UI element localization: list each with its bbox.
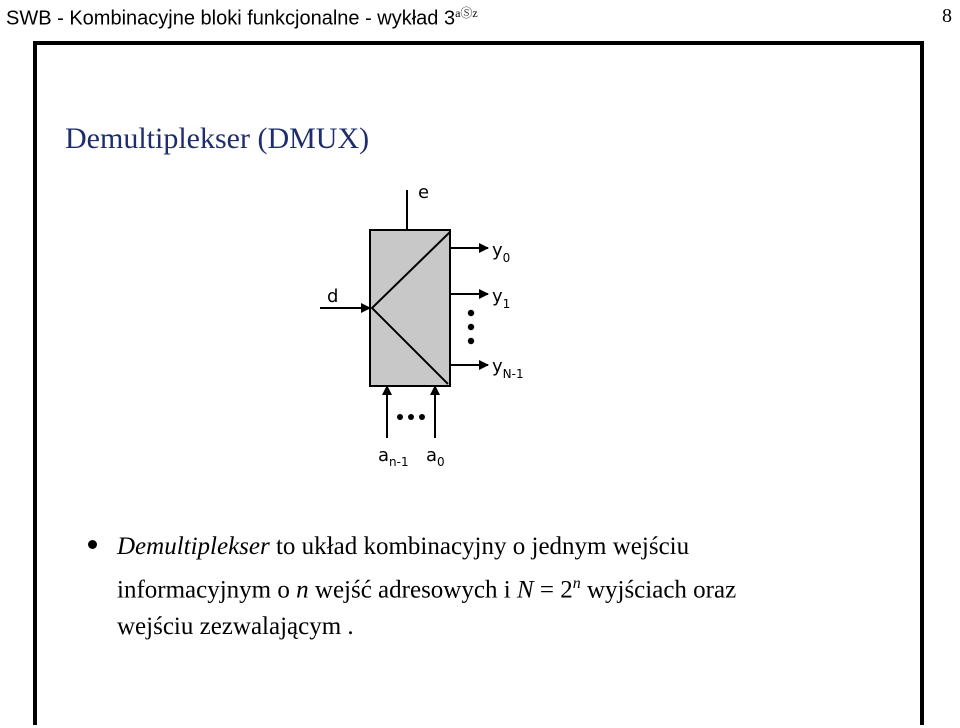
bullet-line2-b: wejść adresowych i — [308, 576, 517, 604]
bullet-math-n: n — [296, 576, 309, 604]
bullet-line-2 — [117, 565, 897, 608]
dmux-diagram — [300, 176, 560, 476]
data-input-label: d — [327, 286, 339, 307]
bullet-math-N: N — [516, 576, 534, 604]
address-label-n1: $a_{n-1}$ — [378, 445, 409, 469]
output-label-n1: $y_{N-1}$ — [492, 356, 524, 381]
ellipsis-dot — [419, 414, 425, 420]
bullet-line1-rest: to układ kombinacyjny o jednym wejściu — [269, 533, 690, 560]
slide-title: Demultiplekser (DMUX) — [65, 122, 370, 155]
dmux-box — [370, 230, 450, 386]
output-label-1: $y_1$ — [492, 286, 511, 311]
ellipsis-dot — [468, 338, 474, 344]
output-label-0: $y_0$ — [492, 240, 511, 265]
ellipsis-dot — [468, 310, 474, 316]
bullet-term: Demultiplekser — [117, 533, 270, 560]
address-label-0: $a_0$ — [426, 445, 445, 469]
bullet-line-3: wejściu zezwalającym . — [117, 613, 354, 641]
bullet-line-1 — [117, 528, 897, 565]
enable-label: e — [418, 182, 430, 203]
bullet-dot — [88, 540, 97, 549]
ellipsis-dot — [408, 414, 414, 420]
bullet-text — [117, 528, 897, 645]
header-title — [6, 4, 478, 31]
bullet-line2-a: informacyjnym o — [117, 576, 297, 604]
header-title-text: SWB - Kombinacyjne bloki funkcjonalne - wykład 3 — [6, 7, 456, 30]
bullet-line2-c: wyjściach oraz — [580, 576, 737, 604]
bullet-math-exp: n — [572, 575, 581, 592]
header-title-sup: aⓈz — [455, 6, 478, 20]
bullet-math-eq: = 2 — [533, 576, 573, 604]
ellipsis-dot — [397, 414, 403, 420]
ellipsis-dot — [468, 324, 474, 330]
page-number: 8 — [942, 5, 952, 27]
